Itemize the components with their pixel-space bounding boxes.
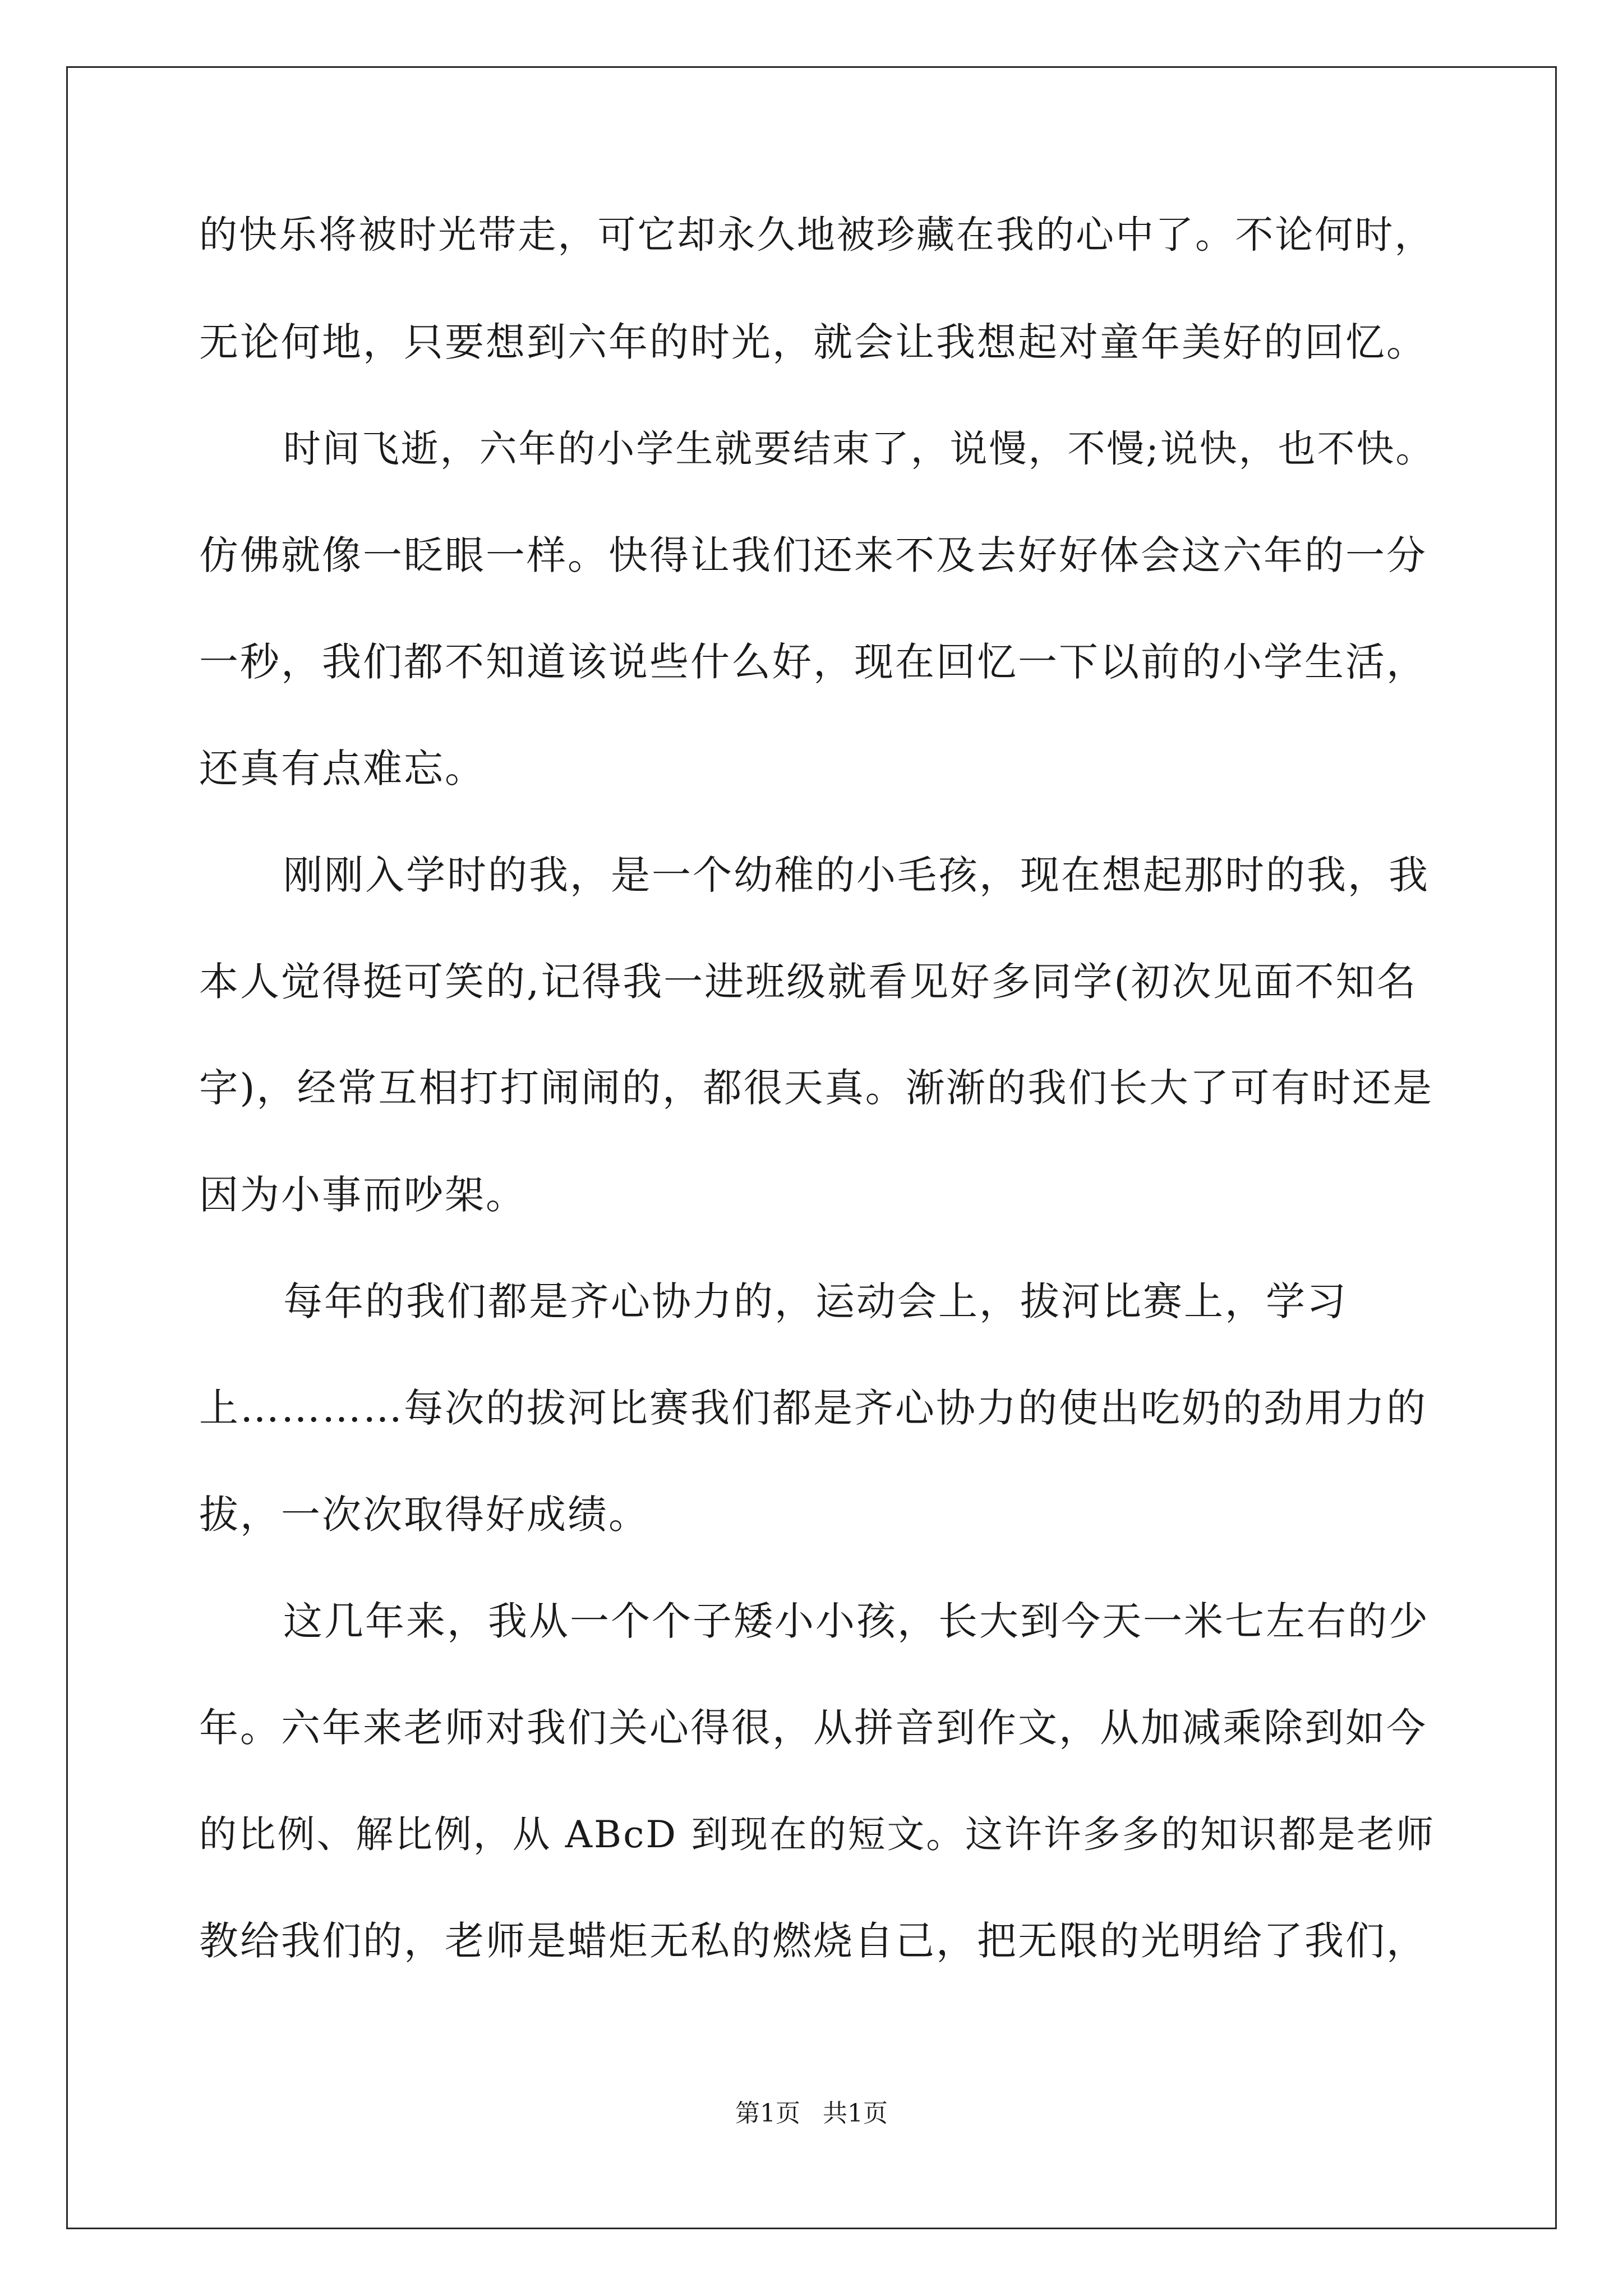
text-line-7: 刚刚入学时的我，是一个幼稚的小毛孩，现在想起那时的我，我 bbox=[283, 852, 1430, 898]
text-line-17: 教给我们的，老师是蜡炬无私的燃烧自己，把无限的光明给了我们， bbox=[199, 1918, 1427, 1964]
text-line-2: 无论何地，只要想到六年的时光，就会让我想起对童年美好的回忆。 bbox=[199, 319, 1427, 365]
text-line-16: 的比例、解比例，从 ABcD 到现在的短文。这许许多多的知识都是老师 bbox=[199, 1812, 1436, 1856]
text-line-10: 因为小事而吵架。 bbox=[199, 1172, 527, 1218]
text-line-6: 还真有点难忘。 bbox=[199, 746, 486, 792]
text-line-12: 上…………每次的拔河比赛我们都是齐心协力的使出吃奶的劲用力的 bbox=[199, 1385, 1427, 1431]
text-line-8: 本人觉得挺可笑的,记得我一进班级就看见好多同学(初次见面不知名 bbox=[199, 959, 1418, 1005]
text-line-3: 时间飞逝，六年的小学生就要结束了，说慢，不慢;说快，也不快。 bbox=[283, 427, 1435, 471]
text-line-15: 年。六年来老师对我们关心得很，从拼音到作文，从加减乘除到如今 bbox=[199, 1705, 1427, 1751]
page-total: 共1页 bbox=[823, 2099, 888, 2128]
text-line-11: 每年的我们都是齐心协力的，运动会上，拔河比赛上，学习 bbox=[283, 1278, 1348, 1324]
text-line-9: 字)，经常互相打打闹闹的，都很天真。渐渐的我们长大了可有时还是 bbox=[199, 1066, 1433, 1111]
page-number: 第1页 bbox=[735, 2099, 800, 2128]
text-line-13: 拔，一次次取得好成绩。 bbox=[199, 1492, 649, 1538]
page-footer bbox=[0, 2097, 1623, 2131]
text-line-14: 这几年来，我从一个个子矮小小孩，长大到今天一米七左右的少 bbox=[283, 1598, 1430, 1644]
text-line-4: 仿佛就像一眨眼一样。快得让我们还来不及去好好体会这六年的一分 bbox=[199, 532, 1427, 578]
text-line-5: 一秒，我们都不知道该说些什么好，现在回忆一下以前的小学生活， bbox=[199, 639, 1427, 685]
page-border bbox=[66, 66, 1557, 2229]
text-line-1: 的快乐将被时光带走，可它却永久地被珍藏在我的心中了。不论何时， bbox=[199, 213, 1435, 257]
